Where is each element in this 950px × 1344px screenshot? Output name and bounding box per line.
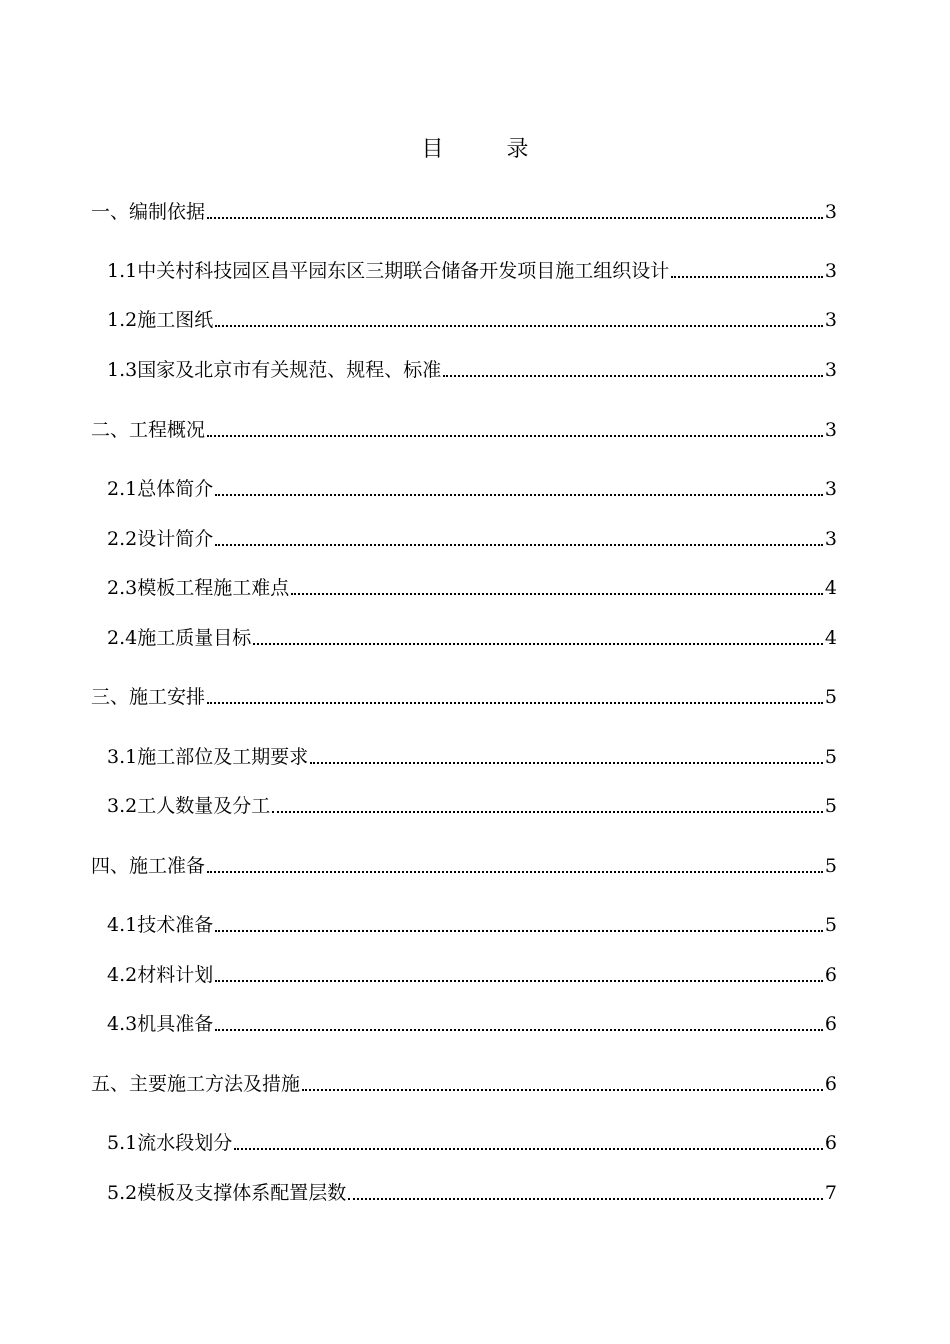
toc-entry-text: 4.2材料计划 bbox=[107, 964, 214, 986]
toc-page-number: 3 bbox=[824, 201, 837, 223]
toc-page-number: 5 bbox=[824, 914, 837, 936]
toc-dot-leader bbox=[215, 980, 823, 982]
toc-entry-text: 4.3机具准备 bbox=[107, 1013, 214, 1035]
toc-dot-leader bbox=[207, 871, 823, 873]
toc-page-number: 4 bbox=[824, 627, 837, 649]
toc-title: 目 录 bbox=[421, 137, 557, 162]
toc-dot-leader bbox=[207, 217, 823, 219]
toc-page-number: 5 bbox=[824, 746, 837, 768]
toc-entry-text: 三、施工安排 bbox=[91, 686, 206, 708]
toc-entry[interactable] bbox=[91, 1067, 837, 1097]
toc-entry[interactable] bbox=[107, 571, 837, 601]
toc-page-number: 5 bbox=[824, 795, 837, 817]
toc-entry-text: 五、主要施工方法及措施 bbox=[91, 1073, 301, 1095]
toc-dot-leader bbox=[215, 325, 823, 327]
toc-entry[interactable] bbox=[107, 303, 837, 333]
toc-page-number: 7 bbox=[824, 1182, 837, 1204]
toc-entry-text: 四、施工准备 bbox=[91, 855, 206, 877]
toc-entry-text: 2.1总体简介 bbox=[107, 478, 214, 500]
toc-dot-leader bbox=[215, 930, 823, 932]
toc-page-number: 4 bbox=[824, 577, 837, 599]
toc-entry[interactable] bbox=[107, 1176, 837, 1206]
toc-dot-leader bbox=[671, 276, 823, 278]
toc-page-number: 3 bbox=[824, 419, 837, 441]
toc-dot-leader bbox=[348, 1198, 823, 1200]
toc-dot-leader bbox=[302, 1089, 823, 1091]
toc-dot-leader bbox=[207, 702, 823, 704]
toc-dot-leader bbox=[443, 375, 823, 377]
toc-dot-leader bbox=[253, 643, 823, 645]
toc-page-number: 6 bbox=[824, 1132, 837, 1154]
toc-entry[interactable] bbox=[107, 472, 837, 502]
toc-entry[interactable] bbox=[91, 849, 837, 879]
toc-page-number: 3 bbox=[824, 260, 837, 282]
toc-entry[interactable] bbox=[91, 680, 837, 710]
toc-entry-text: 5.2模板及支撑体系配置层数 bbox=[107, 1182, 347, 1204]
toc-entry[interactable] bbox=[107, 621, 837, 651]
toc-page-number: 3 bbox=[824, 309, 837, 331]
toc-entry[interactable] bbox=[107, 254, 837, 284]
toc-entry[interactable] bbox=[107, 353, 837, 383]
toc-entry[interactable] bbox=[107, 908, 837, 938]
toc-entry-text: 3.2工人数量及分工 bbox=[107, 795, 271, 817]
toc-entry-text: 1.1中关村科技园区昌平园东区三期联合储备开发项目施工组织设计 bbox=[107, 260, 670, 282]
toc-entry[interactable] bbox=[107, 958, 837, 988]
toc-page-number: 6 bbox=[824, 1013, 837, 1035]
toc-dot-leader bbox=[215, 544, 823, 546]
toc-dot-leader bbox=[272, 811, 823, 813]
toc-entry-text: 2.4施工质量目标 bbox=[107, 627, 252, 649]
toc-entry-text: 2.2设计简介 bbox=[107, 528, 214, 550]
toc-entry[interactable] bbox=[107, 1007, 837, 1037]
toc-entry-text: 3.1施工部位及工期要求 bbox=[107, 746, 309, 768]
toc-dot-leader bbox=[291, 593, 823, 595]
toc-entry[interactable] bbox=[91, 195, 837, 225]
toc-entry[interactable] bbox=[107, 789, 837, 819]
toc-dot-leader bbox=[310, 762, 823, 764]
toc-page-number: 3 bbox=[824, 528, 837, 550]
toc-dot-leader bbox=[215, 1029, 823, 1031]
toc-entry[interactable] bbox=[107, 740, 837, 770]
toc-page-number: 3 bbox=[824, 478, 837, 500]
toc-page-number: 6 bbox=[824, 964, 837, 986]
toc-entry[interactable] bbox=[91, 413, 837, 443]
toc-entry-text: 二、工程概况 bbox=[91, 419, 206, 441]
toc-page-number: 5 bbox=[824, 855, 837, 877]
toc-page-number: 6 bbox=[824, 1073, 837, 1095]
toc-page-number: 3 bbox=[824, 359, 837, 381]
toc-entry-text: 2.3模板工程施工难点 bbox=[107, 577, 290, 599]
toc-page-number: 5 bbox=[824, 686, 837, 708]
toc-dot-leader bbox=[234, 1148, 823, 1150]
toc-entry[interactable] bbox=[107, 522, 837, 552]
toc-entry-text: 4.1技术准备 bbox=[107, 914, 214, 936]
toc-dot-leader bbox=[215, 494, 823, 496]
toc-entry-text: 1.3国家及北京市有关规范、规程、标准 bbox=[107, 359, 442, 381]
toc-dot-leader bbox=[207, 435, 823, 437]
toc-entry[interactable] bbox=[107, 1126, 837, 1156]
toc-entry-text: 5.1流水段划分 bbox=[107, 1132, 233, 1154]
toc-entry-text: 1.2施工图纸 bbox=[107, 309, 214, 331]
toc-entry-text: 一、编制依据 bbox=[91, 201, 206, 223]
